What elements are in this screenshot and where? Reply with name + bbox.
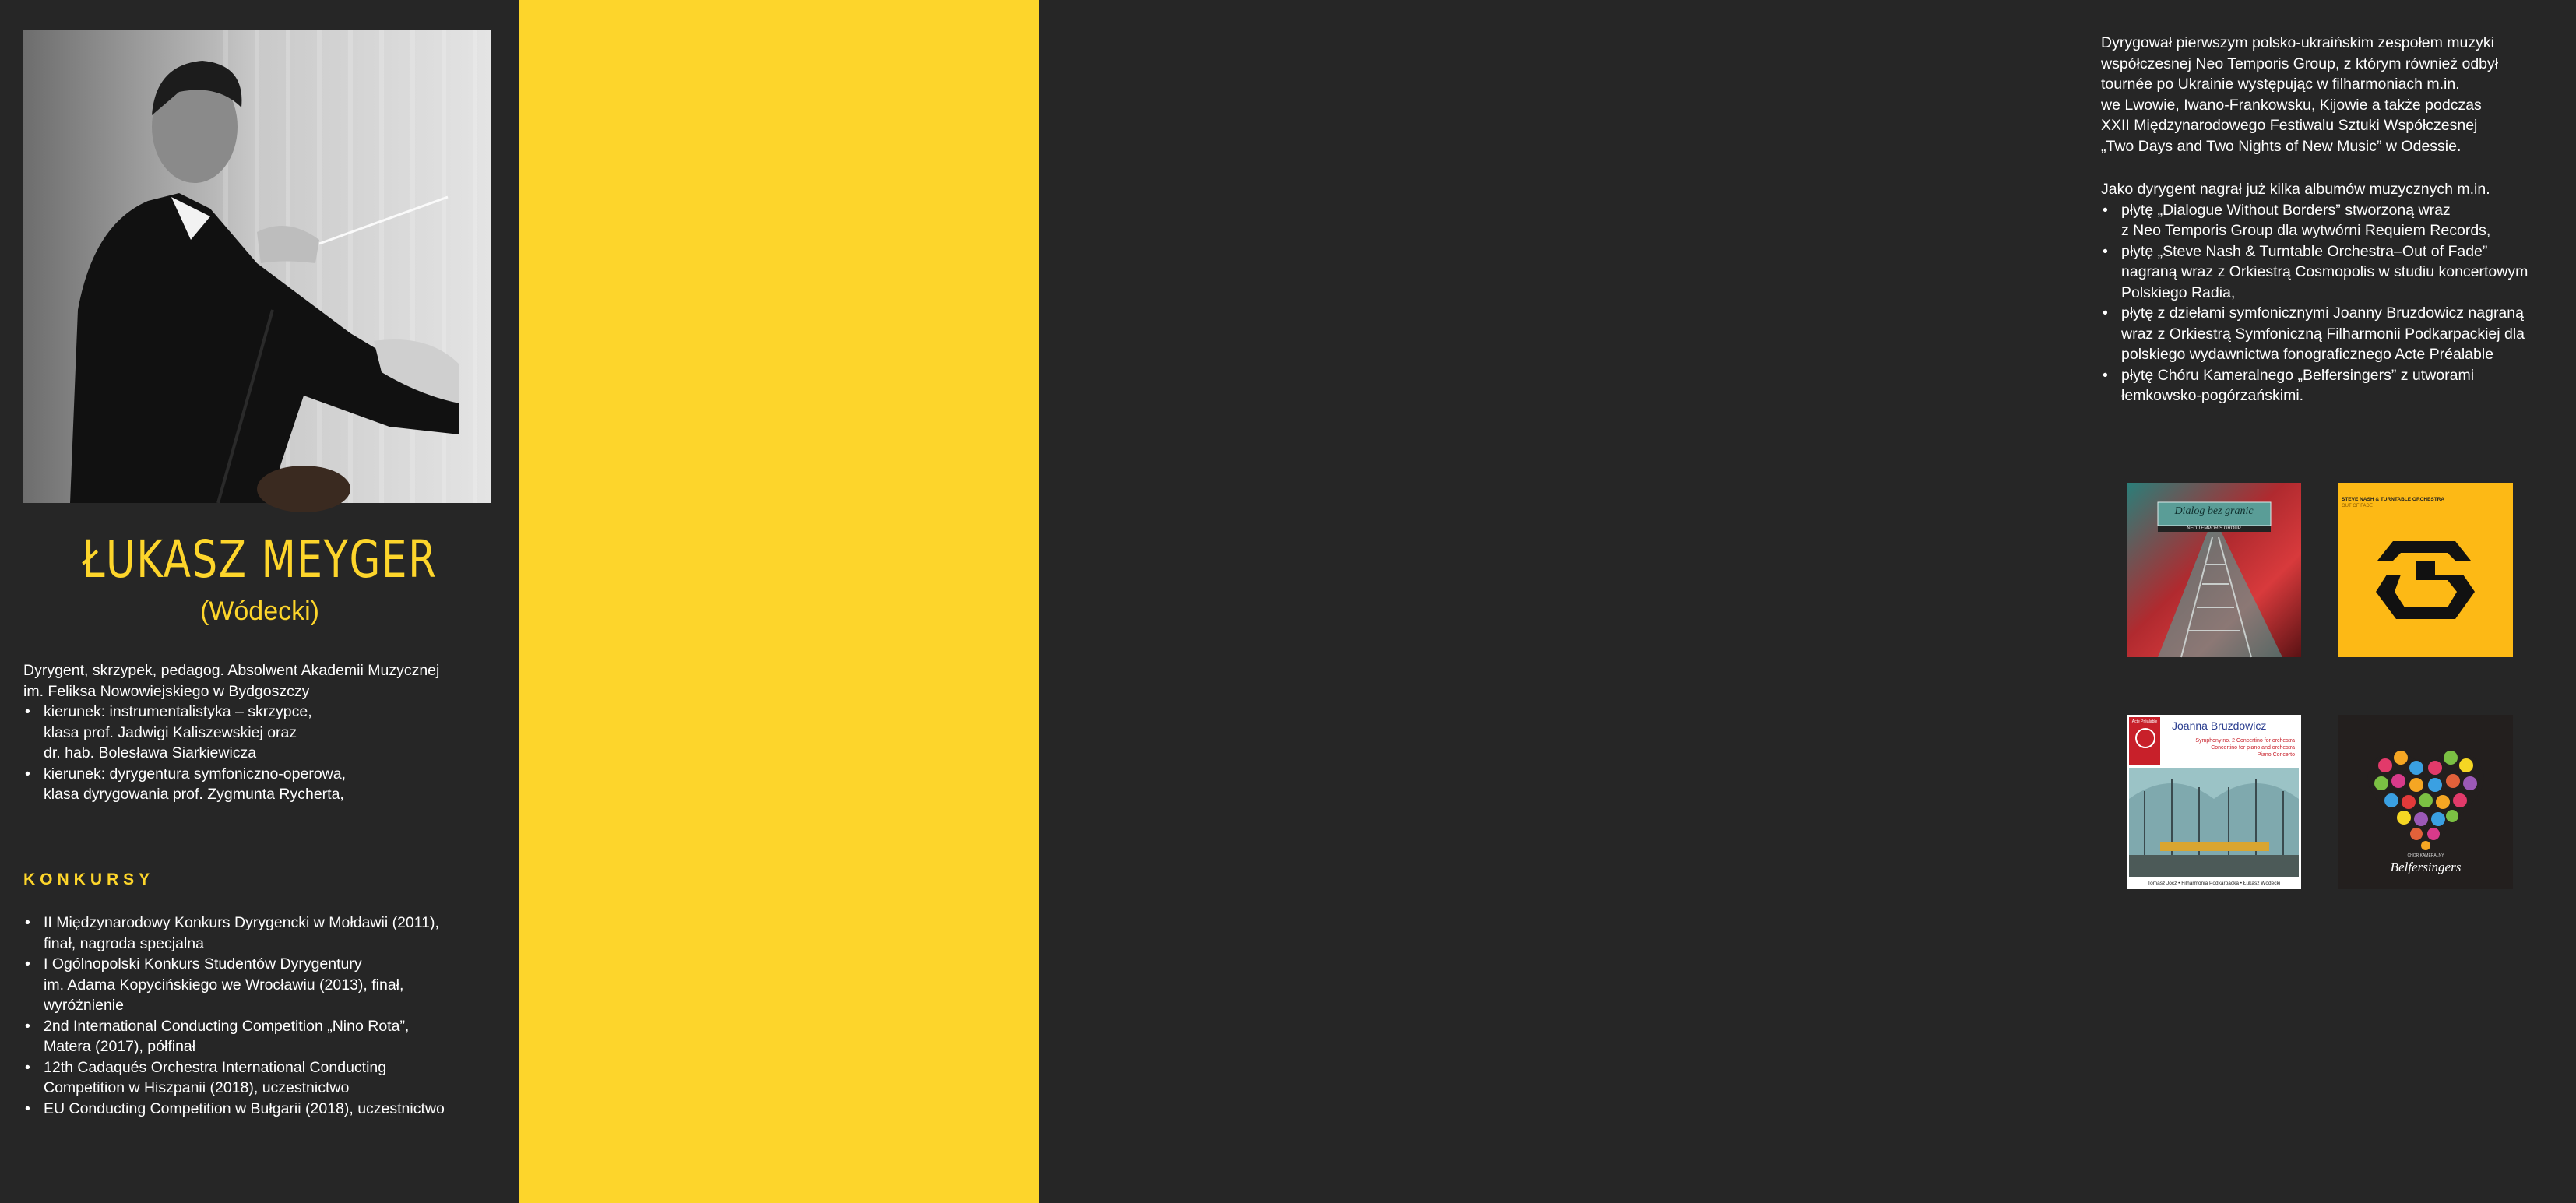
item-line: wraz z Orkiestrą Symfoniczną Filharmonii Podkarpackiej dla (2121, 325, 2525, 343)
list-item (44, 1057, 498, 1099)
artist-name: ŁUKASZ MEYGER (82, 529, 438, 589)
list-item (2121, 303, 2576, 365)
list-item (44, 913, 498, 954)
neo-temporis-text (2101, 33, 2568, 157)
turntable-logo-icon (2338, 483, 2513, 657)
item-line: • płytę „Dialogue Without Borders” stworzoną wraz (2121, 201, 2451, 219)
item-line: polskiego wydawnictwa fonograficznego Acte Préalable (2121, 346, 2494, 363)
konkursy-section (23, 913, 498, 1119)
text-line: „Two Days and Two Nights of New Music” w Odessie. (2101, 137, 2462, 155)
bio-line: im. Feliksa Nowowiejskiego w Bydgoszczy (23, 682, 310, 700)
label-logo (2129, 717, 2160, 765)
text-line: we Lwowie, Iwano-Frankowsku, Kijowie a także podczas (2101, 96, 2482, 114)
item-line: łemkowsko-pogórzańskimi. (2121, 387, 2304, 404)
left-column (0, 0, 519, 1203)
item-line: z Neo Temporis Group dla wytwórni Requiem Records, (2121, 222, 2491, 239)
item-line: • II Międzynarodowy Konkurs Dyrygencki w Mołdawii (2011), (44, 914, 439, 931)
text-line: tournée po Ukrainie występując w filharmoniach m.in. (2101, 76, 2460, 93)
item-line: • płytę „Steve Nash & Turntable Orchestra–Out of Fade” (2121, 242, 2488, 260)
item-line: Competition w Hiszpanii (2018), uczestnictwo (44, 1079, 350, 1096)
album-line: Concertino for piano and orchestra (2211, 745, 2295, 751)
album-title: Dialog bez granic (2174, 505, 2254, 517)
list-item (44, 1016, 498, 1057)
item-line: • kierunek: instrumentalistyka – skrzypce, (44, 703, 312, 720)
item-line: • EU Conducting Competition w Bułgarii (2018), uczestnictwo (44, 1099, 445, 1117)
item-line: • I Ogólnopolski Konkurs Studentów Dyrygentury (44, 955, 362, 973)
station-painting (2129, 768, 2303, 877)
list-item (44, 1099, 498, 1120)
album-cover-dialog (2127, 483, 2301, 657)
item-line: im. Adama Kopycińskiego we Wrocławiu (2013), finał, (44, 976, 404, 994)
list-item (44, 764, 491, 805)
item-line: finał, nagroda specjalna (44, 934, 204, 952)
list-item (44, 702, 491, 764)
album-line: Piano Concerto (2257, 752, 2295, 758)
album-title: STEVE NASH & TURNTABLE ORCHESTRA (2342, 497, 2445, 502)
choir-title: Belfersingers (2390, 860, 2462, 874)
item-line: • 12th Cadaqués Orchestra International Conducting (44, 1058, 387, 1076)
middle-column (519, 0, 1039, 1203)
list-item (2121, 200, 2576, 241)
album-group: NEO TEMPORIS GROUP (2187, 526, 2241, 531)
item-line: Matera (2017), półfinał (44, 1038, 196, 1055)
item-line: nagraną wraz z Orkiestrą Cosmopolis w studiu koncertowym (2121, 263, 2528, 280)
item-line: • płytę z dziełami symfonicznymi Joanny Bruzdowicz nagraną (2121, 304, 2524, 322)
text-line: XXII Międzynarodowego Festiwalu Sztuki Współczesnej (2101, 117, 2478, 134)
bio-line: Dyrygent, skrzypek, pedagog. Absolwent Akademii Muzycznej (23, 662, 440, 679)
item-line: wyróżnienie (44, 997, 124, 1014)
text-line: Dyrygował pierwszym polsko-ukraińskim zespołem muzyki (2101, 34, 2494, 51)
right-column (1039, 0, 2528, 1203)
item-line: klasa prof. Jadwigi Kaliszewskiej oraz (44, 723, 297, 741)
konkursy-list (23, 913, 498, 1119)
item-line: dr. hab. Bolesława Siarkiewicza (44, 744, 257, 762)
item-line: • płytę Chóru Kameralnego „Belfersingers” z utworami (2121, 366, 2475, 384)
konkursy-heading: KONKURSY (23, 871, 155, 888)
list-item (44, 954, 498, 1016)
album-cover-out-of-fade (2338, 483, 2513, 657)
bio (23, 660, 491, 805)
artist-alias: (Wódecki) (199, 596, 320, 626)
recordings-list (2101, 200, 2576, 406)
list-item (2121, 241, 2576, 304)
item-line: Polskiego Radia, (2121, 283, 2236, 301)
item-line: • 2nd International Conducting Competition „Nino Rota”, (44, 1017, 410, 1035)
label-circle-icon (2135, 728, 2155, 748)
album-cover-belfersingers (2338, 715, 2513, 889)
item-line: klasa dyrygowania prof. Zygmunta Rycherta, (44, 786, 344, 803)
album-line: Symphony no. 2 Concertino for orchestra (2195, 738, 2295, 744)
text-line: współczesnej Neo Temporis Group, z którym również odbył (2101, 55, 2499, 72)
recordings-section (2101, 179, 2576, 406)
recordings-intro: Jako dyrygent nagrał już kilka albumów muzycznych m.in. (2101, 181, 2490, 198)
studies-list (23, 702, 491, 805)
album-cover-bruzdowicz (2127, 715, 2301, 889)
list-item (2121, 365, 2576, 406)
album-subtitle: OUT OF FADE (2342, 504, 2373, 508)
album-footer: Tomasz Jocz • Filharmonia Podkarpacka • Łukasz Wódecki (2147, 881, 2281, 886)
composer-name: Joanna Bruzdowicz (2172, 719, 2267, 732)
choir-small-label: CHÓR KAMERALNY (2407, 853, 2444, 858)
conductor-photo (23, 30, 491, 503)
label-name: Acte Préalable (2131, 719, 2158, 724)
item-line: • kierunek: dyrygentura symfoniczno-operowa, (44, 765, 347, 783)
